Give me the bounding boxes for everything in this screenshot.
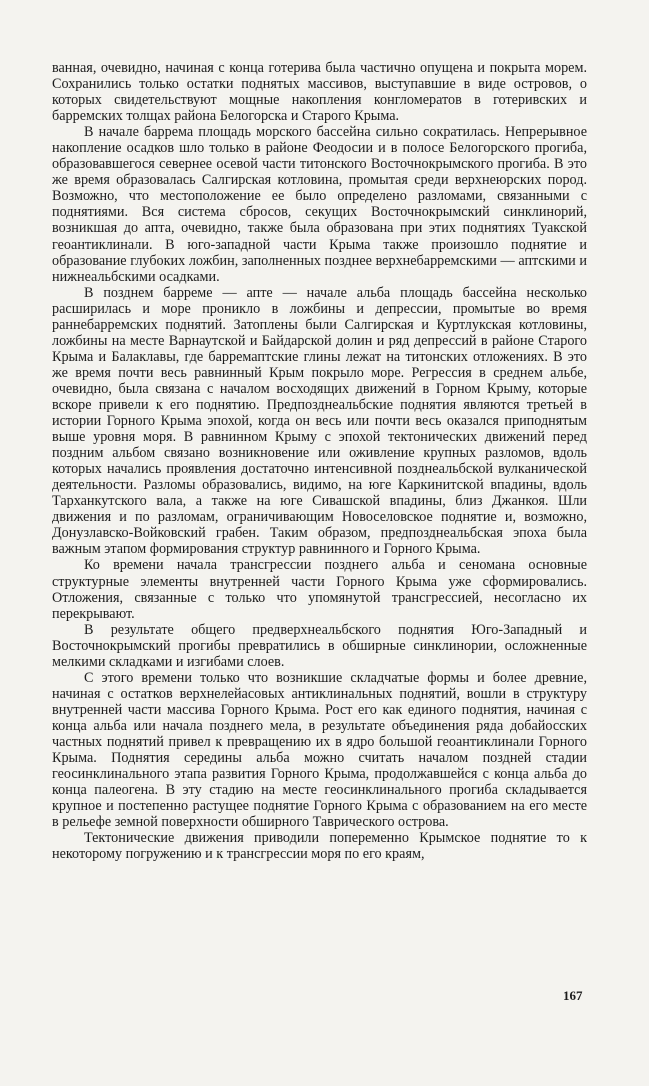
page-number: 167 <box>563 988 583 1003</box>
paragraph-continuation: ванная, очевидно, начиная с конца готерива была частично опущена и покрыта морем. Сохранились только остатки поднятых массивов, выступавшие в виде островов, о которых свидетельствуют мощные накопления конгломератов в готеривских и барремских толщах района Белогорска и Старого Крыма. <box>52 60 587 125</box>
paragraph: Ко времени начала трансгрессии позднего альба и сеномана основные структурные элементы внутренней части Горного Крыма уже сформировались. Отложения, связанные с только что упомянутой трансгрессией, несогласно их перекрывают. <box>52 557 587 622</box>
paragraph: В начале баррема площадь морского бассейна сильно сократилась. Непрерывное накопление осадков шло только в районе Феодосии и в полосе Белогорского прогиба, образовавшегося севернее осевой части титонского Восточнокрымского прогиба. В это же время образовалась Салгирская котловина, промытая среди верхнеюрских пород. Возможно, что местоположение ее было определено разломами, связанными с поднятиями. Вся система сбросов, секущих Восточнокрымский синклинорий, возникшая до апта, очевидно, также была образована при этих поднятиях Туакской геоантиклинали. В юго-западной части Крыма также произошло поднятие и образование глубоких ложбин, заполненных позднее верхнебарремскими — аптскими и нижнеальбскими осадками. <box>52 124 587 285</box>
paragraph: В результате общего предверхнеальбского поднятия Юго-Западный и Восточнокрымский прогибы превратились в обширные синклинории, осложненные мелкими складками и изгибами слоев. <box>52 621 587 670</box>
paragraph: В позднем барреме — апте — начале альба площадь бассейна несколько расширилась и море проникло в ложбины и депрессии, промытые во время раннебарремских поднятий. Затоплены были Салгирская и Куртлукская котловины, ложбины на месте Варнаутской и Байдарской долин и ряд депрессий в районе Старого Крыма и Балаклавы, где барремаптские глины лежат на титонских отложениях. В это же время почти весь равнинный Крым покрыло море. Регрессия в среднем альбе, очевидно, была связана с началом восходящих движений в Горном Крыму, которые вскоре привели к его поднятию. Предпозднеальбские поднятия являются третьей в истории Горного Крыма эпохой, когда он весь или почти весь оказался приподнятым выше уровня моря. В равнинном Крыму с эпохой тектонических движений перед поздним альбом связано возникновение или оживление крупных разломов, вдоль которых начались проявления достаточно интенсивной позднеальбской вулканической деятельности. Разломы образовались, видимо, на юге Каркинитской впадины, вдоль Тарханкутского вала, а также на юге Сивашской впадины, близ Джанкоя. Шли движения и по разломам, ограничивающим Новоселовское поднятие и, возможно, Донузлавско-Войковский грабен. Таким образом, предпозднеальбская эпоха была важным этапом формирования структур равнинного и Горного Крыма. <box>52 284 587 558</box>
paragraph: С этого времени только что возникшие складчатые формы и более древние, начиная с остатков верхнелейасовых антиклинальных поднятий, вошли в структуру внутренней части массива Горного Крыма. Рост его как единого поднятия, начиная с конца альба или начала позднего мела, в результате объединения ряда добайосских частных поднятий привел к превращению их в ядро большой геоантиклинали Горного Крыма. Поднятия середины альба можно считать началом поздней стадии геосинклинального этапа развития Горного Крыма, продолжавшейся с конца альба до конца палеогена. В эту стадию на месте геосинклинального прогиба складывается крупное и постепенно растущее поднятие Горного Крыма с образованием на его месте в рельефе земной поверхности обширного Таврического острова. <box>52 669 587 831</box>
paragraph: Тектонические движения приводили попеременно Крымское поднятие то к некоторому погружению и к трансгрессии моря по его краям, <box>52 830 587 863</box>
body-text <box>52 60 587 862</box>
